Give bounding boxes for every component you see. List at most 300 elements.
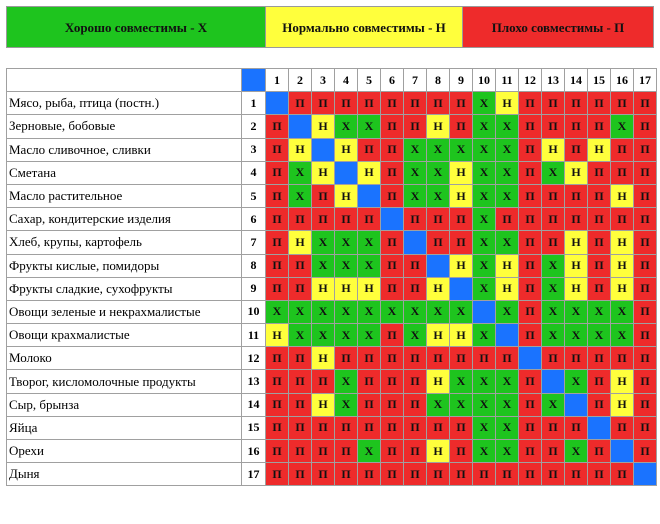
- compat-cell: П: [404, 440, 427, 463]
- compat-cell: Х: [473, 277, 496, 300]
- column-header-17: 17: [634, 69, 657, 92]
- compat-cell: П: [335, 463, 358, 486]
- compat-cell: П: [266, 416, 289, 439]
- compat-cell: П: [634, 254, 657, 277]
- compat-cell: Х: [450, 393, 473, 416]
- compat-cell: П: [611, 347, 634, 370]
- compat-cell: П: [289, 440, 312, 463]
- column-header-11: 11: [496, 69, 519, 92]
- compat-cell: Х: [473, 208, 496, 231]
- compat-cell: Х: [473, 440, 496, 463]
- row-label: Дыня: [7, 463, 242, 486]
- compat-cell: П: [358, 416, 381, 439]
- compat-cell: П: [565, 115, 588, 138]
- table-row: [7, 254, 657, 277]
- compat-cell: П: [404, 277, 427, 300]
- column-header-6: 6: [381, 69, 404, 92]
- legend-bad-label: Плохо совместимы - П: [491, 19, 625, 35]
- compat-cell: Н: [289, 231, 312, 254]
- compat-cell: Х: [473, 254, 496, 277]
- compat-cell: П: [588, 115, 611, 138]
- compat-cell: Х: [565, 440, 588, 463]
- table-row: [7, 370, 657, 393]
- compat-cell: П: [542, 347, 565, 370]
- table-row: [7, 138, 657, 161]
- table-row: [7, 92, 657, 115]
- compat-cell: Н: [611, 393, 634, 416]
- compat-cell: П: [266, 208, 289, 231]
- compat-cell: Х: [289, 324, 312, 347]
- compat-cell: П: [266, 463, 289, 486]
- compat-cell: П: [427, 347, 450, 370]
- compat-cell: Х: [565, 300, 588, 323]
- compat-cell: Х: [473, 138, 496, 161]
- row-label: Фрукты сладкие, сухофрукты: [7, 277, 242, 300]
- table-row: [7, 115, 657, 138]
- row-number: 6: [242, 208, 266, 231]
- compat-cell: П: [634, 115, 657, 138]
- row-label: Масло сливочное, сливки: [7, 138, 242, 161]
- compat-cell: П: [289, 208, 312, 231]
- compat-cell: Х: [335, 231, 358, 254]
- compat-cell: Х: [450, 300, 473, 323]
- column-header-13: 13: [542, 69, 565, 92]
- compat-cell: П: [404, 463, 427, 486]
- compat-cell: Х: [427, 393, 450, 416]
- row-number: 5: [242, 184, 266, 207]
- diagonal-cell: [266, 92, 289, 115]
- compat-cell: П: [565, 463, 588, 486]
- compat-cell: П: [588, 161, 611, 184]
- compat-cell: Х: [335, 370, 358, 393]
- compat-cell: П: [404, 347, 427, 370]
- compat-cell: П: [611, 416, 634, 439]
- compat-cell: Х: [565, 370, 588, 393]
- diagonal-cell: [496, 324, 519, 347]
- row-label: Овощи крахмалистые: [7, 324, 242, 347]
- table-row: [7, 324, 657, 347]
- column-header-14: 14: [565, 69, 588, 92]
- row-number: 11: [242, 324, 266, 347]
- compat-cell: Н: [335, 184, 358, 207]
- compat-cell: Х: [588, 324, 611, 347]
- compat-cell: Н: [450, 161, 473, 184]
- compat-cell: П: [588, 92, 611, 115]
- compat-cell: Х: [358, 254, 381, 277]
- row-number: 15: [242, 416, 266, 439]
- compat-cell: П: [358, 370, 381, 393]
- compat-cell: П: [381, 115, 404, 138]
- compat-cell: П: [588, 440, 611, 463]
- row-number: 17: [242, 463, 266, 486]
- compat-cell: Н: [496, 277, 519, 300]
- compat-cell: Н: [427, 440, 450, 463]
- compat-cell: П: [312, 463, 335, 486]
- column-header-3: 3: [312, 69, 335, 92]
- compat-cell: П: [427, 463, 450, 486]
- table-row: [7, 416, 657, 439]
- column-header-9: 9: [450, 69, 473, 92]
- compat-cell: П: [588, 370, 611, 393]
- compat-cell: П: [542, 416, 565, 439]
- compat-cell: П: [335, 208, 358, 231]
- legend-bad: [463, 7, 653, 47]
- compat-cell: П: [381, 138, 404, 161]
- compat-cell: Н: [358, 277, 381, 300]
- compat-cell: П: [565, 184, 588, 207]
- compat-cell: Н: [611, 184, 634, 207]
- compat-cell: Х: [427, 184, 450, 207]
- table-row: [7, 347, 657, 370]
- compat-cell: Н: [335, 138, 358, 161]
- compat-cell: Х: [496, 184, 519, 207]
- compat-cell: Х: [542, 300, 565, 323]
- compat-cell: Х: [404, 161, 427, 184]
- compat-cell: Х: [611, 115, 634, 138]
- row-number: 13: [242, 370, 266, 393]
- compat-cell: Н: [611, 254, 634, 277]
- compat-cell: Х: [496, 138, 519, 161]
- row-label: Сметана: [7, 161, 242, 184]
- diagonal-cell: [588, 416, 611, 439]
- compat-cell: П: [611, 92, 634, 115]
- compat-cell: П: [427, 231, 450, 254]
- compat-cell: П: [634, 300, 657, 323]
- legend-normal-label: Нормально совместимы - Н: [282, 19, 446, 35]
- compat-cell: П: [450, 115, 473, 138]
- table-row: [7, 184, 657, 207]
- compat-cell: П: [565, 92, 588, 115]
- compat-cell: П: [289, 347, 312, 370]
- compat-cell: П: [404, 115, 427, 138]
- row-label: Орехи: [7, 440, 242, 463]
- compat-cell: Х: [289, 161, 312, 184]
- compatibility-table: [6, 68, 657, 486]
- column-header-15: 15: [588, 69, 611, 92]
- compat-cell: П: [519, 115, 542, 138]
- compat-cell: П: [588, 254, 611, 277]
- compat-cell: П: [381, 92, 404, 115]
- compat-cell: П: [519, 161, 542, 184]
- compat-cell: П: [634, 370, 657, 393]
- compat-cell: Н: [450, 184, 473, 207]
- compat-cell: Х: [358, 300, 381, 323]
- diagonal-cell: [634, 463, 657, 486]
- compat-cell: Н: [312, 277, 335, 300]
- header-row: [7, 69, 657, 92]
- compat-cell: П: [266, 231, 289, 254]
- row-label: Овощи зеленые и некрахмалистые: [7, 300, 242, 323]
- compat-cell: Х: [312, 324, 335, 347]
- compat-cell: Х: [542, 393, 565, 416]
- header-corner: [7, 69, 242, 92]
- table-row: [7, 393, 657, 416]
- compat-cell: Н: [266, 324, 289, 347]
- compat-cell: П: [381, 416, 404, 439]
- compat-cell: П: [519, 370, 542, 393]
- compat-cell: Н: [312, 115, 335, 138]
- compat-cell: Х: [312, 254, 335, 277]
- compat-cell: Х: [496, 231, 519, 254]
- row-label: Мясо, рыба, птица (постн.): [7, 92, 242, 115]
- compat-cell: Х: [358, 324, 381, 347]
- compat-cell: П: [289, 277, 312, 300]
- compat-cell: Х: [542, 277, 565, 300]
- legend-good: [7, 7, 265, 47]
- compat-cell: Н: [565, 231, 588, 254]
- compat-cell: П: [634, 277, 657, 300]
- compat-cell: П: [266, 115, 289, 138]
- compat-cell: П: [542, 440, 565, 463]
- compat-cell: Н: [427, 277, 450, 300]
- compat-cell: Х: [358, 115, 381, 138]
- compat-cell: П: [404, 208, 427, 231]
- compat-cell: П: [519, 277, 542, 300]
- compat-cell: Н: [312, 347, 335, 370]
- compat-cell: П: [381, 231, 404, 254]
- compat-cell: П: [588, 208, 611, 231]
- compat-cell: П: [611, 138, 634, 161]
- compat-cell: П: [266, 184, 289, 207]
- compat-cell: Х: [450, 138, 473, 161]
- row-number: 4: [242, 161, 266, 184]
- row-label: Масло растительное: [7, 184, 242, 207]
- table-row: [7, 463, 657, 486]
- compat-cell: П: [335, 92, 358, 115]
- compat-cell: Н: [427, 370, 450, 393]
- compat-cell: Х: [404, 138, 427, 161]
- column-header-12: 12: [519, 69, 542, 92]
- compat-cell: П: [634, 138, 657, 161]
- compat-cell: П: [542, 463, 565, 486]
- compat-cell: П: [519, 138, 542, 161]
- row-label: Творог, кисломолочные продукты: [7, 370, 242, 393]
- compat-cell: Х: [473, 393, 496, 416]
- compat-cell: П: [542, 92, 565, 115]
- compat-cell: Н: [358, 161, 381, 184]
- compat-cell: Х: [473, 184, 496, 207]
- compat-cell: П: [496, 347, 519, 370]
- diagonal-cell: [427, 254, 450, 277]
- column-header-4: 4: [335, 69, 358, 92]
- compat-cell: Х: [496, 370, 519, 393]
- row-label: Молоко: [7, 347, 242, 370]
- column-header-5: 5: [358, 69, 381, 92]
- compat-cell: П: [381, 254, 404, 277]
- compat-cell: П: [358, 138, 381, 161]
- row-label: Яйца: [7, 416, 242, 439]
- compat-cell: Х: [496, 115, 519, 138]
- compat-cell: П: [450, 231, 473, 254]
- compat-cell: Х: [266, 300, 289, 323]
- legend-normal: [265, 7, 463, 47]
- compat-cell: П: [404, 393, 427, 416]
- compat-cell: П: [381, 370, 404, 393]
- column-header-8: 8: [427, 69, 450, 92]
- compat-cell: Х: [335, 393, 358, 416]
- compat-cell: Н: [611, 231, 634, 254]
- compat-cell: П: [634, 161, 657, 184]
- compat-cell: П: [312, 184, 335, 207]
- compat-cell: Х: [404, 184, 427, 207]
- compat-cell: П: [358, 92, 381, 115]
- compat-cell: П: [565, 138, 588, 161]
- compat-cell: П: [266, 277, 289, 300]
- row-number: 14: [242, 393, 266, 416]
- compat-cell: П: [289, 92, 312, 115]
- compat-cell: П: [266, 440, 289, 463]
- compat-cell: П: [289, 393, 312, 416]
- compat-cell: Х: [542, 161, 565, 184]
- compat-cell: П: [427, 208, 450, 231]
- compat-cell: П: [473, 347, 496, 370]
- compat-cell: Х: [496, 416, 519, 439]
- diagonal-cell: [358, 184, 381, 207]
- compat-cell: П: [404, 92, 427, 115]
- row-label: Зерновые, бобовые: [7, 115, 242, 138]
- compat-cell: П: [519, 92, 542, 115]
- diagonal-cell: [473, 300, 496, 323]
- compat-cell: П: [266, 254, 289, 277]
- compat-cell: Х: [427, 161, 450, 184]
- compat-cell: Х: [473, 416, 496, 439]
- compat-cell: П: [404, 370, 427, 393]
- row-label: Сыр, брынза: [7, 393, 242, 416]
- compat-cell: Х: [404, 324, 427, 347]
- compat-cell: П: [404, 416, 427, 439]
- compat-cell: П: [634, 231, 657, 254]
- compat-cell: П: [266, 370, 289, 393]
- table-row: [7, 161, 657, 184]
- compat-cell: Х: [427, 300, 450, 323]
- compat-cell: Н: [312, 161, 335, 184]
- compat-cell: Х: [289, 300, 312, 323]
- compat-cell: Н: [565, 161, 588, 184]
- compat-cell: Н: [289, 138, 312, 161]
- compat-cell: П: [289, 254, 312, 277]
- compat-cell: П: [611, 161, 634, 184]
- compat-cell: П: [381, 324, 404, 347]
- compat-cell: П: [634, 347, 657, 370]
- compat-cell: Х: [473, 370, 496, 393]
- compat-cell: Х: [473, 161, 496, 184]
- compat-cell: Н: [335, 277, 358, 300]
- compat-cell: Х: [473, 324, 496, 347]
- compat-cell: П: [312, 370, 335, 393]
- row-number: 10: [242, 300, 266, 323]
- compat-cell: П: [542, 115, 565, 138]
- compat-cell: Х: [312, 231, 335, 254]
- diagonal-cell: [312, 138, 335, 161]
- compat-cell: Х: [473, 92, 496, 115]
- compat-cell: П: [266, 138, 289, 161]
- compat-cell: П: [358, 208, 381, 231]
- compat-cell: П: [634, 440, 657, 463]
- diagonal-cell: [289, 115, 312, 138]
- compat-cell: П: [519, 208, 542, 231]
- compat-cell: П: [519, 300, 542, 323]
- compat-cell: Н: [427, 324, 450, 347]
- compat-cell: П: [266, 161, 289, 184]
- compat-cell: П: [496, 208, 519, 231]
- table-row: [7, 208, 657, 231]
- compat-cell: П: [519, 184, 542, 207]
- compat-cell: П: [450, 440, 473, 463]
- compat-cell: П: [427, 92, 450, 115]
- compat-cell: Х: [335, 254, 358, 277]
- compat-cell: П: [381, 277, 404, 300]
- table-row: [7, 440, 657, 463]
- compat-cell: Н: [312, 393, 335, 416]
- row-number: 1: [242, 92, 266, 115]
- diagonal-cell: [450, 277, 473, 300]
- compat-cell: Х: [542, 324, 565, 347]
- compat-cell: П: [358, 393, 381, 416]
- legend-good-label: Хорошо совместимы - Х: [64, 19, 208, 35]
- diagonal-cell: [381, 208, 404, 231]
- diagonal-cell: [565, 393, 588, 416]
- compat-cell: П: [381, 184, 404, 207]
- compat-cell: П: [381, 161, 404, 184]
- compat-cell: П: [358, 463, 381, 486]
- compat-cell: Х: [473, 115, 496, 138]
- row-number: 16: [242, 440, 266, 463]
- compat-cell: Х: [496, 393, 519, 416]
- compat-cell: Х: [496, 440, 519, 463]
- compat-cell: Х: [565, 324, 588, 347]
- diagonal-cell: [335, 161, 358, 184]
- compat-cell: П: [519, 440, 542, 463]
- compat-cell: П: [266, 393, 289, 416]
- compat-cell: П: [404, 254, 427, 277]
- row-number: 12: [242, 347, 266, 370]
- compat-cell: Х: [335, 115, 358, 138]
- row-label: Сахар, кондитерские изделия: [7, 208, 242, 231]
- compat-cell: П: [565, 208, 588, 231]
- compat-cell: П: [450, 463, 473, 486]
- row-number: 3: [242, 138, 266, 161]
- compat-cell: Н: [588, 138, 611, 161]
- compat-cell: П: [634, 393, 657, 416]
- compat-cell: П: [519, 254, 542, 277]
- compat-cell: Н: [450, 254, 473, 277]
- compat-cell: П: [588, 393, 611, 416]
- compat-cell: Х: [335, 324, 358, 347]
- compat-cell: П: [588, 231, 611, 254]
- compat-cell: Н: [450, 324, 473, 347]
- compat-cell: Х: [381, 300, 404, 323]
- compat-cell: Н: [542, 138, 565, 161]
- table-row: [7, 277, 657, 300]
- row-label: Фрукты кислые, помидоры: [7, 254, 242, 277]
- table-row: [7, 231, 657, 254]
- compat-cell: Н: [496, 92, 519, 115]
- compat-cell: П: [381, 440, 404, 463]
- compat-cell: П: [588, 184, 611, 207]
- compat-cell: П: [312, 416, 335, 439]
- compat-cell: П: [381, 463, 404, 486]
- column-header-16: 16: [611, 69, 634, 92]
- compat-cell: Х: [611, 300, 634, 323]
- compat-cell: П: [450, 347, 473, 370]
- compat-cell: П: [519, 324, 542, 347]
- compat-cell: П: [289, 463, 312, 486]
- compat-cell: П: [588, 347, 611, 370]
- compat-cell: Н: [611, 370, 634, 393]
- column-header-10: 10: [473, 69, 496, 92]
- compat-cell: Х: [427, 138, 450, 161]
- row-number: 9: [242, 277, 266, 300]
